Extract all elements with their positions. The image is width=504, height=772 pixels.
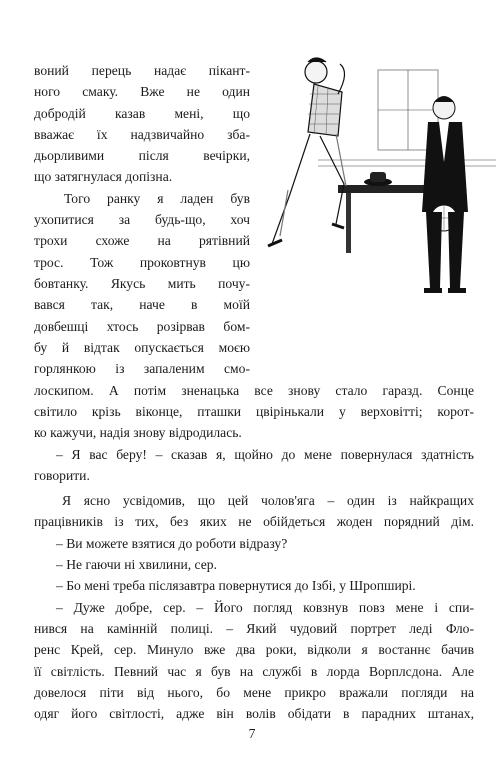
text-line: що затягнулася допізна.	[34, 169, 173, 184]
text-line: трос. Тож проковтнув цю	[34, 255, 250, 270]
butler-drawing	[422, 96, 468, 293]
text-line: її світлість. Певний час я був на службі в лорда Ворплсдона. Але	[34, 664, 474, 679]
text-line: Того ранку я ладен був	[64, 191, 250, 206]
text-line: трохи схоже на рятівний	[34, 233, 250, 248]
page-number: 7	[248, 726, 256, 741]
leaping-man-drawing	[268, 58, 346, 246]
text-line: світило крізь віконце, пташки цвірінькали у верховітті; корот-	[34, 404, 474, 419]
text-line: – Я вас беру! – сказав я, щойно до мене повернулася здатність	[56, 447, 474, 462]
text-line: Я ясно усвідомив, що цей чолов'яга – один із найкращих	[62, 493, 474, 508]
text-line: бовтанку. Якусь мить почу-	[34, 276, 250, 291]
text-line: – Не гаючи ні хвилини, сер.	[56, 557, 217, 572]
text-line: вважає їх надзвичайно зба-	[34, 127, 250, 142]
text-line: – Дуже добре, сер. – Його погляд ковзнув повз мене і спи-	[56, 600, 474, 615]
text-line: говорити.	[34, 468, 90, 483]
text-line: ного смаку. Вже не один	[34, 84, 250, 99]
text-line: вався так, наче в моїй	[34, 297, 250, 312]
text-line: – Бо мені треба післязавтра повернутися до Ізбі, у Шропширі.	[56, 578, 416, 593]
text-line: працівників із тих, без яких не обійдеться жоден порядний дім.	[34, 514, 474, 529]
text-line: воний перець надає пікант-	[34, 63, 250, 78]
text-line: нився на камінній полиці. – Який чудовий портрет леді Фло-	[34, 621, 474, 636]
text-line: ко кажучи, надія знову відродилась.	[34, 425, 242, 440]
text-line: дьорливими після вечірки,	[34, 148, 250, 163]
text-line: горлянкою із запаленим смо-	[34, 361, 250, 376]
text-line: – Ви можете взятися до роботи відразу?	[56, 536, 288, 551]
text-line: ренс Крей, сер. Минуло вже два роки, відколи я востаннє бачив	[34, 642, 474, 657]
text-line: довбешці хтось розірвав бом-	[34, 319, 250, 334]
text-line: добродій казав мені, що	[34, 106, 250, 121]
text-line: одяг його світлості, адже він волів обідати в парадних штанах,	[34, 706, 474, 721]
text-line: ухопитися за будь-що, хоч	[34, 212, 250, 227]
text-line: бу й відтак опускається моєю	[34, 340, 250, 355]
illustration	[258, 10, 496, 340]
text-line: довелося піти від нього, бо мене прикро вражали погляди на	[34, 685, 474, 700]
text-line: лоскипом. А потім зненацька все знову стало гаразд. Сонце	[34, 383, 474, 398]
